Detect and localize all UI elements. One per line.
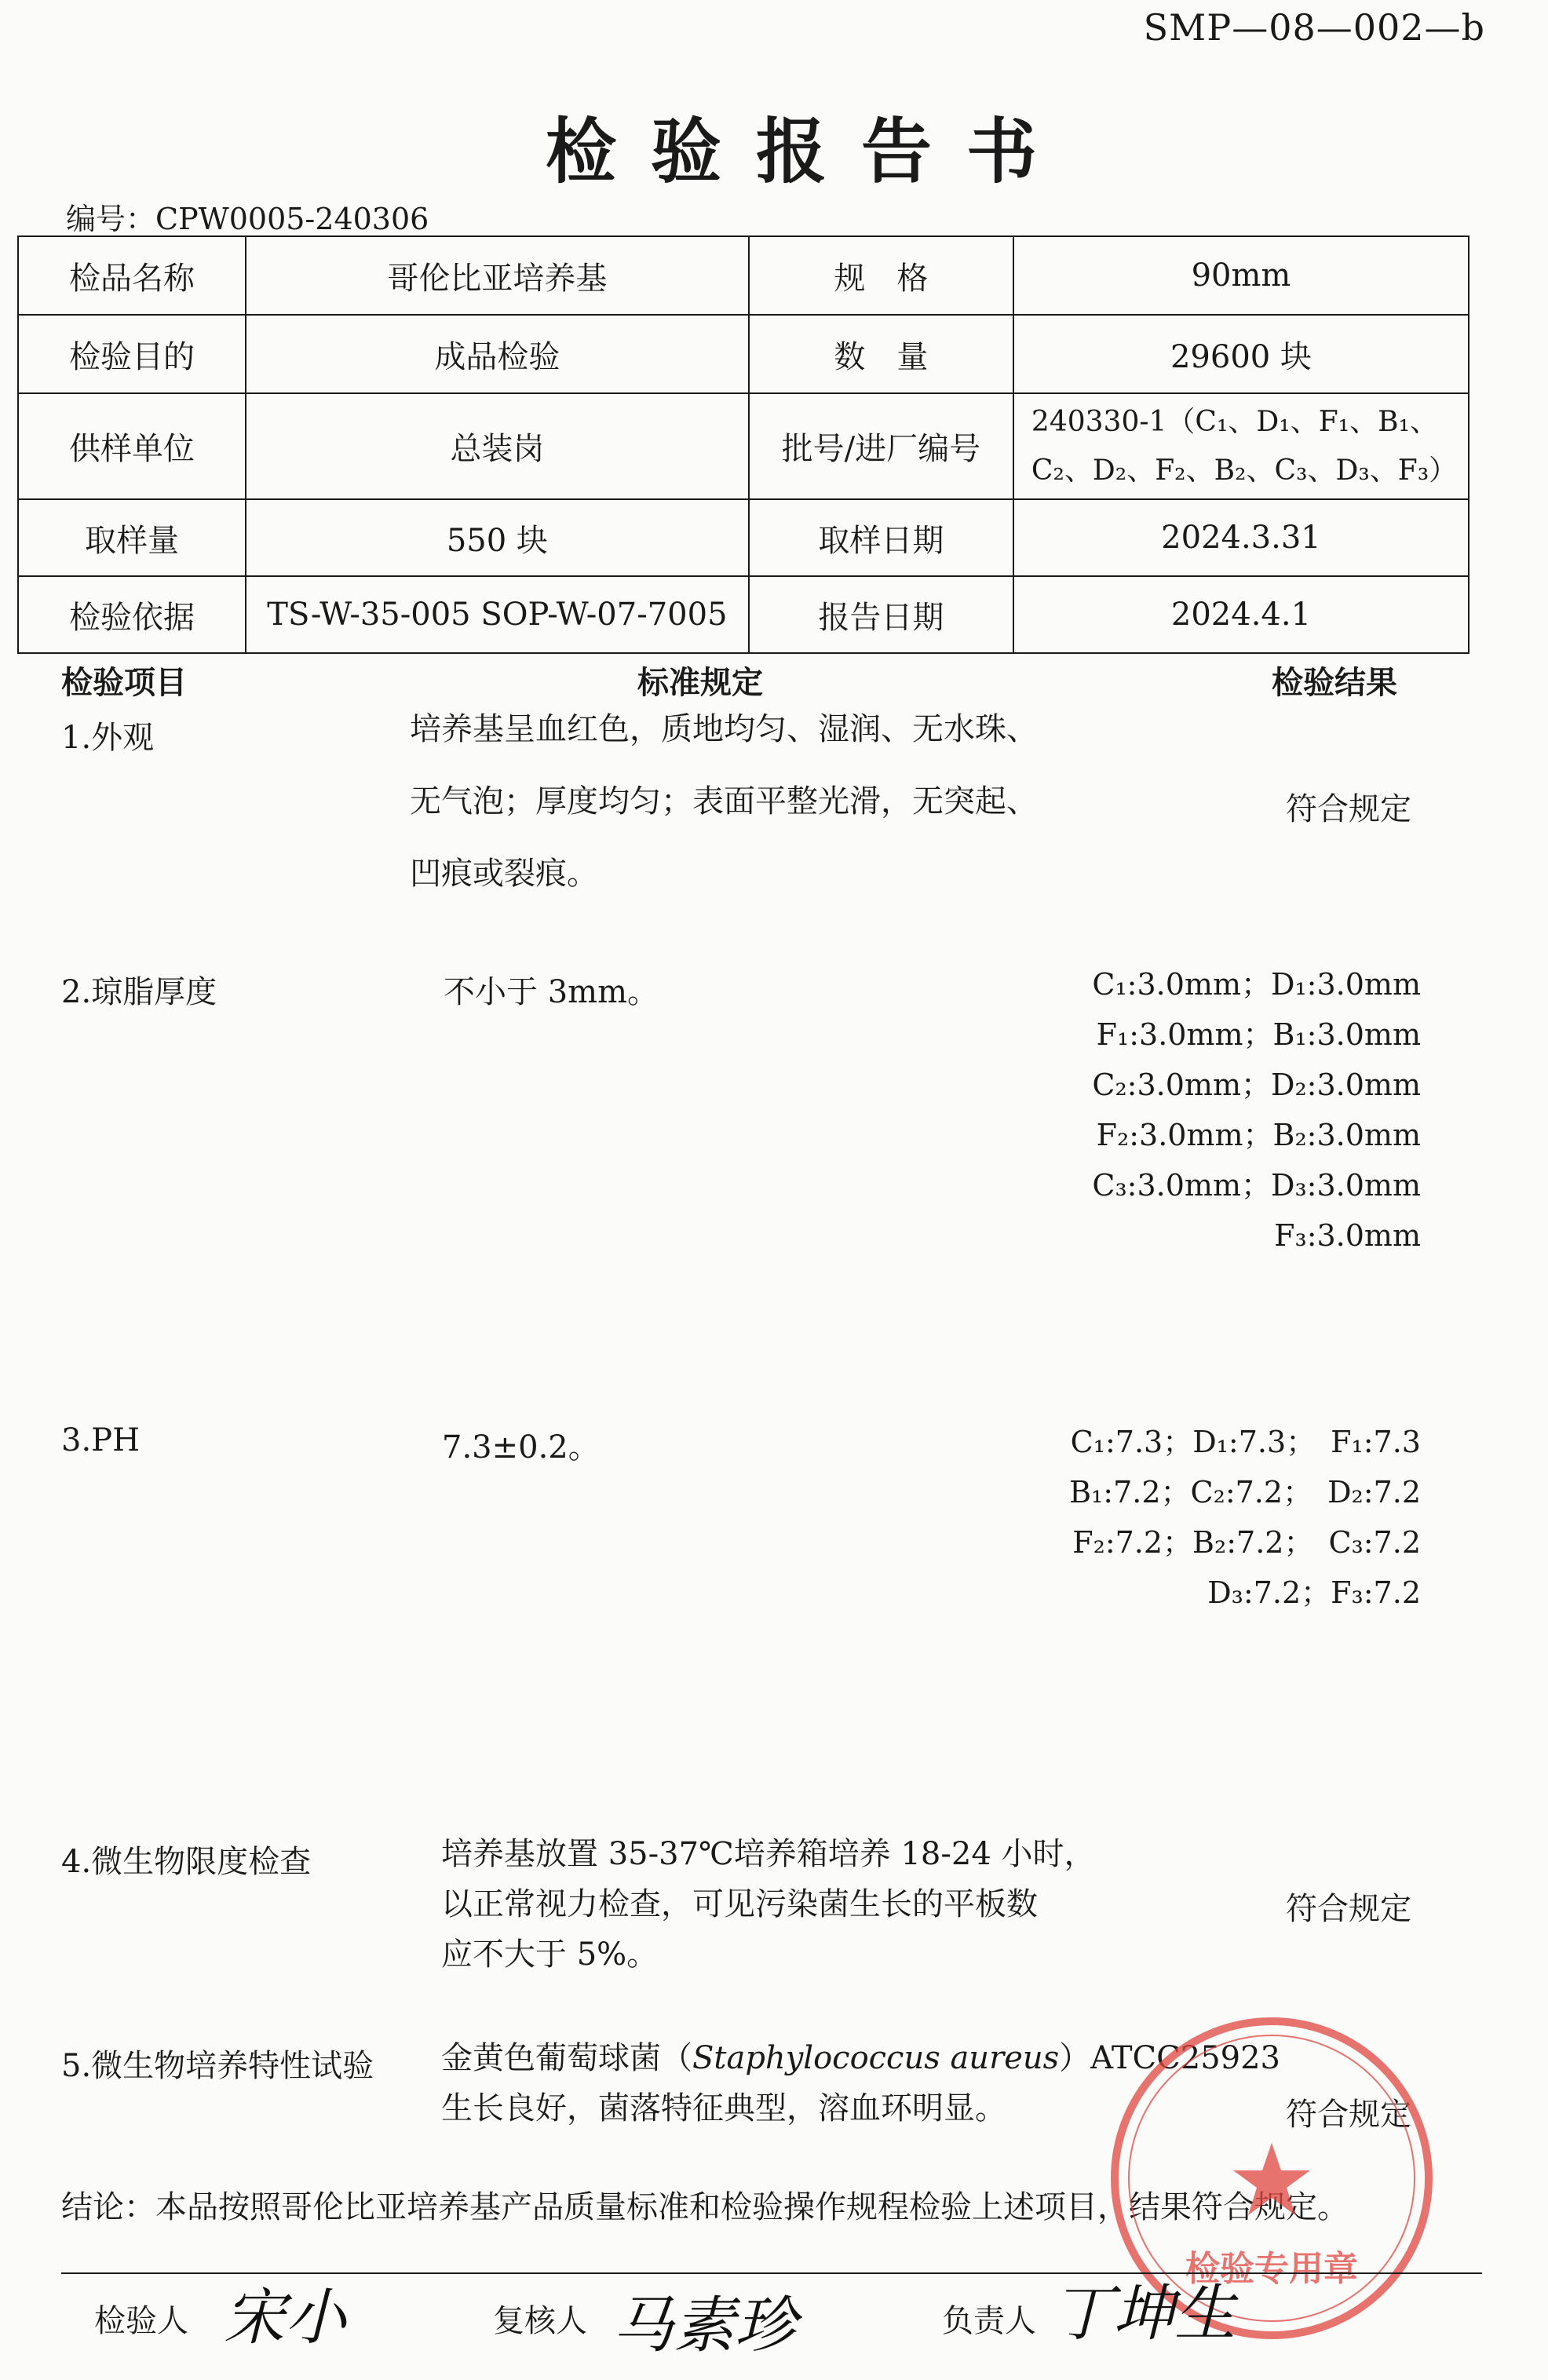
inspector-signature: 宋小: [224, 2283, 347, 2353]
item-name: 2.琼脂厚度: [61, 974, 217, 1010]
conclusion: 结论：本品按照哥伦比亚培养基产品质量标准和检验操作规程检验上述项目，结果符合规定。: [61, 2189, 1349, 2225]
result-line: B₁:7.2；C₂:7.2； D₂:7.2: [1069, 1475, 1421, 1509]
result-line: F₃:3.0mm: [1274, 1218, 1421, 1253]
standard-line: 生长良好，菌落特征典型，溶血环明显。: [441, 2090, 1006, 2126]
info-row: [18, 499, 1469, 576]
seal-text: 检验专用章: [1185, 2249, 1358, 2289]
item-result: 符合规定: [1286, 1891, 1411, 1927]
header-standard: 标准规定: [637, 664, 763, 701]
batch-line: C₂、D₂、F₂、B₂、C₃、D₃、F₃）: [1031, 454, 1458, 487]
info-row: [18, 236, 1469, 315]
basis-label: 检验依据: [18, 576, 246, 653]
result-line: C₂:3.0mm；D₂:3.0mm: [1092, 1068, 1421, 1102]
report-date-label: 报告日期: [749, 576, 1013, 653]
sample-date-label: 取样日期: [749, 499, 1013, 576]
info-table: [17, 235, 1470, 654]
basis-value: TS-W-35-005 SOP-W-07-7005: [246, 576, 749, 653]
standard-line: 无气泡；厚度均匀；表面平整光滑，无突起、: [410, 783, 1038, 819]
item-name: 5.微生物培养特性试验: [61, 2048, 374, 2084]
batch-label: 批号/进厂编号: [749, 393, 1013, 499]
sample-date-value: 2024.3.31: [1013, 499, 1469, 576]
result-line: F₂:7.2；B₂:7.2； C₃:7.2: [1072, 1525, 1421, 1560]
inspector-label: 检验人: [94, 2303, 188, 2339]
item-name: 3.PH: [61, 1422, 140, 1458]
item-standard: 7.3±0.2。: [442, 1429, 600, 1466]
batch-line: 240330-1（C₁、D₁、F₁、B₁、: [1031, 405, 1438, 438]
header-result: 检验结果: [1272, 664, 1397, 701]
serial-label: 编号：: [66, 202, 156, 236]
info-row: [18, 393, 1469, 499]
purpose-label: 检验目的: [18, 315, 246, 393]
standard-line: 凹痕或裂痕。: [410, 856, 598, 892]
item-result: 符合规定: [1286, 791, 1411, 827]
spec-label: 规 格: [749, 236, 1013, 315]
product-name-label: 检品名称: [18, 236, 246, 315]
info-row: [18, 576, 1469, 653]
serial-number: [66, 195, 429, 238]
qty-value: 29600 块: [1013, 315, 1469, 393]
header-item: 检验项目: [61, 664, 187, 701]
manager-label: 负责人: [942, 2303, 1036, 2339]
species-name: Staphylococcus aureus: [692, 2040, 1060, 2076]
result-line: F₁:3.0mm；B₁:3.0mm: [1096, 1017, 1421, 1052]
standard-line: 培养基放置 35-37℃培养箱培养 18-24 小时，: [441, 1836, 1096, 1872]
item-standard: [410, 693, 1038, 910]
document-code: SMP—08—002—b: [1143, 6, 1485, 49]
result-line: F₂:3.0mm；B₂:3.0mm: [1096, 1118, 1421, 1152]
result-line: D₃:7.2；F₃:7.2: [1207, 1575, 1421, 1610]
standard-text: ）ATCC25923: [1059, 2040, 1280, 2076]
qty-label: 数 量: [749, 315, 1013, 393]
manager-signature: 丁坤生: [1052, 2279, 1236, 2349]
item-standard: 不小于 3mm。: [444, 974, 659, 1010]
product-name: 哥伦比亚培养基: [246, 236, 749, 315]
reviewer-signature: 马素珍: [612, 2291, 797, 2361]
result-line: C₁:7.3；D₁:7.3； F₁:7.3: [1070, 1425, 1421, 1459]
item-name: 1.外观: [61, 720, 155, 756]
result-line: C₃:3.0mm；D₃:3.0mm: [1092, 1168, 1421, 1203]
report-date-value: 2024.4.1: [1013, 576, 1469, 653]
standard-line: 应不大于 5%。: [441, 1936, 659, 1973]
info-row: [18, 315, 1469, 393]
reviewer-label: 复核人: [493, 2303, 587, 2339]
serial-value: CPW0005-240306: [155, 202, 429, 236]
item-standard: [441, 1829, 1096, 1980]
sample-qty-label: 取样量: [18, 499, 246, 576]
standard-text: 金黄色葡萄球菌（: [441, 2040, 692, 2076]
page-title: 检验报告书: [546, 110, 1072, 193]
item-result: 符合规定: [1286, 2097, 1411, 2133]
item-name: 4.微生物限度检查: [61, 1844, 312, 1880]
batch-value: [1013, 393, 1469, 499]
standard-line: 培养基呈血红色，质地均匀、湿润、无水珠、: [410, 711, 1038, 747]
standard-line: 以正常视力检查，可见污染菌生长的平板数: [441, 1886, 1038, 1922]
item-result: [1069, 1417, 1421, 1618]
purpose-value: 成品检验: [246, 315, 749, 393]
sample-qty-value: 550 块: [246, 499, 749, 576]
supplier-value: 总装岗: [246, 393, 749, 499]
supplier-label: 供样单位: [18, 393, 246, 499]
result-line: C₁:3.0mm；D₁:3.0mm: [1092, 967, 1421, 1002]
item-result: [1092, 959, 1421, 1261]
spec-value: 90mm: [1013, 236, 1469, 315]
